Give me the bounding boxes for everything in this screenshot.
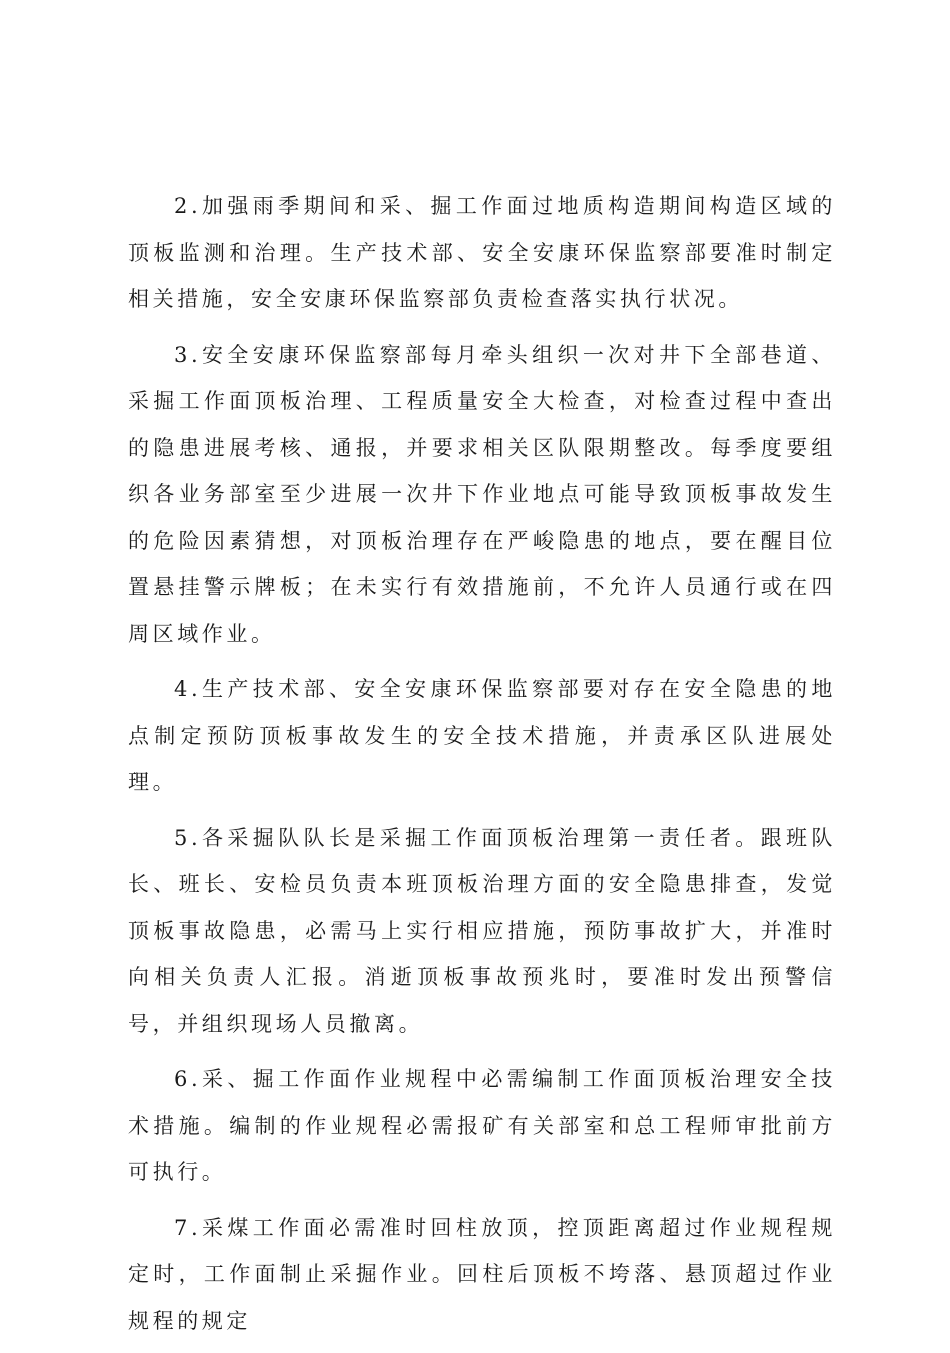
paragraph-item-4: 4.生产技术部、安全安康环保监察部要对存在安全隐患的地点制定预防顶板事故发生的安全技术措施，并责承区队进展处理。 bbox=[128, 677, 836, 794]
paragraph-item-7: 7.采煤工作面必需准时回柱放顶，控顶距离超过作业规程规定时，工作面制止采掘作业。回柱后顶板不垮落、悬顶超过作业规程的规定 bbox=[128, 1215, 836, 1333]
document-body bbox=[128, 183, 836, 1353]
paragraph-item-5: 5.各采掘队队长是采掘工作面顶板治理第一责任者。跟班队长、班长、安检员负责本班顶板治理方面的安全隐患排查，发觉顶板事故隐患，必需马上实行相应措施，预防事故扩大，并准时向相关负责人汇报。消逝顶板事故预兆时，要准时发出预警信号，并组织现场人员撤离。 bbox=[128, 825, 836, 1036]
paragraph-item-2: 2.加强雨季期间和采、掘工作面过地质构造期间构造区域的顶板监测和治理。生产技术部、安全安康环保监察部要准时制定相关措施，安全安康环保监察部负责检查落实执行状况。 bbox=[128, 194, 836, 311]
paragraph-item-3: 3.安全安康环保监察部每月牵头组织一次对井下全部巷道、采掘工作面顶板治理、工程质量安全大检查，对检查过程中查出的隐患进展考核、通报，并要求相关区队限期整改。每季度要组织各业务部室至少进展一次井下作业地点可能导致顶板事故发生的危险因素猜想，对顶板治理存在严峻隐患的地点，要在醒目位置悬挂警示牌板；在未实行有效措施前，不允许人员通行或在四周区域作业。 bbox=[128, 342, 836, 646]
paragraph-item-6: 6.采、掘工作面作业规程中必需编制工作面顶板治理安全技术措施。编制的作业规程必需报矿有关部室和总工程师审批前方可执行。 bbox=[128, 1067, 836, 1184]
